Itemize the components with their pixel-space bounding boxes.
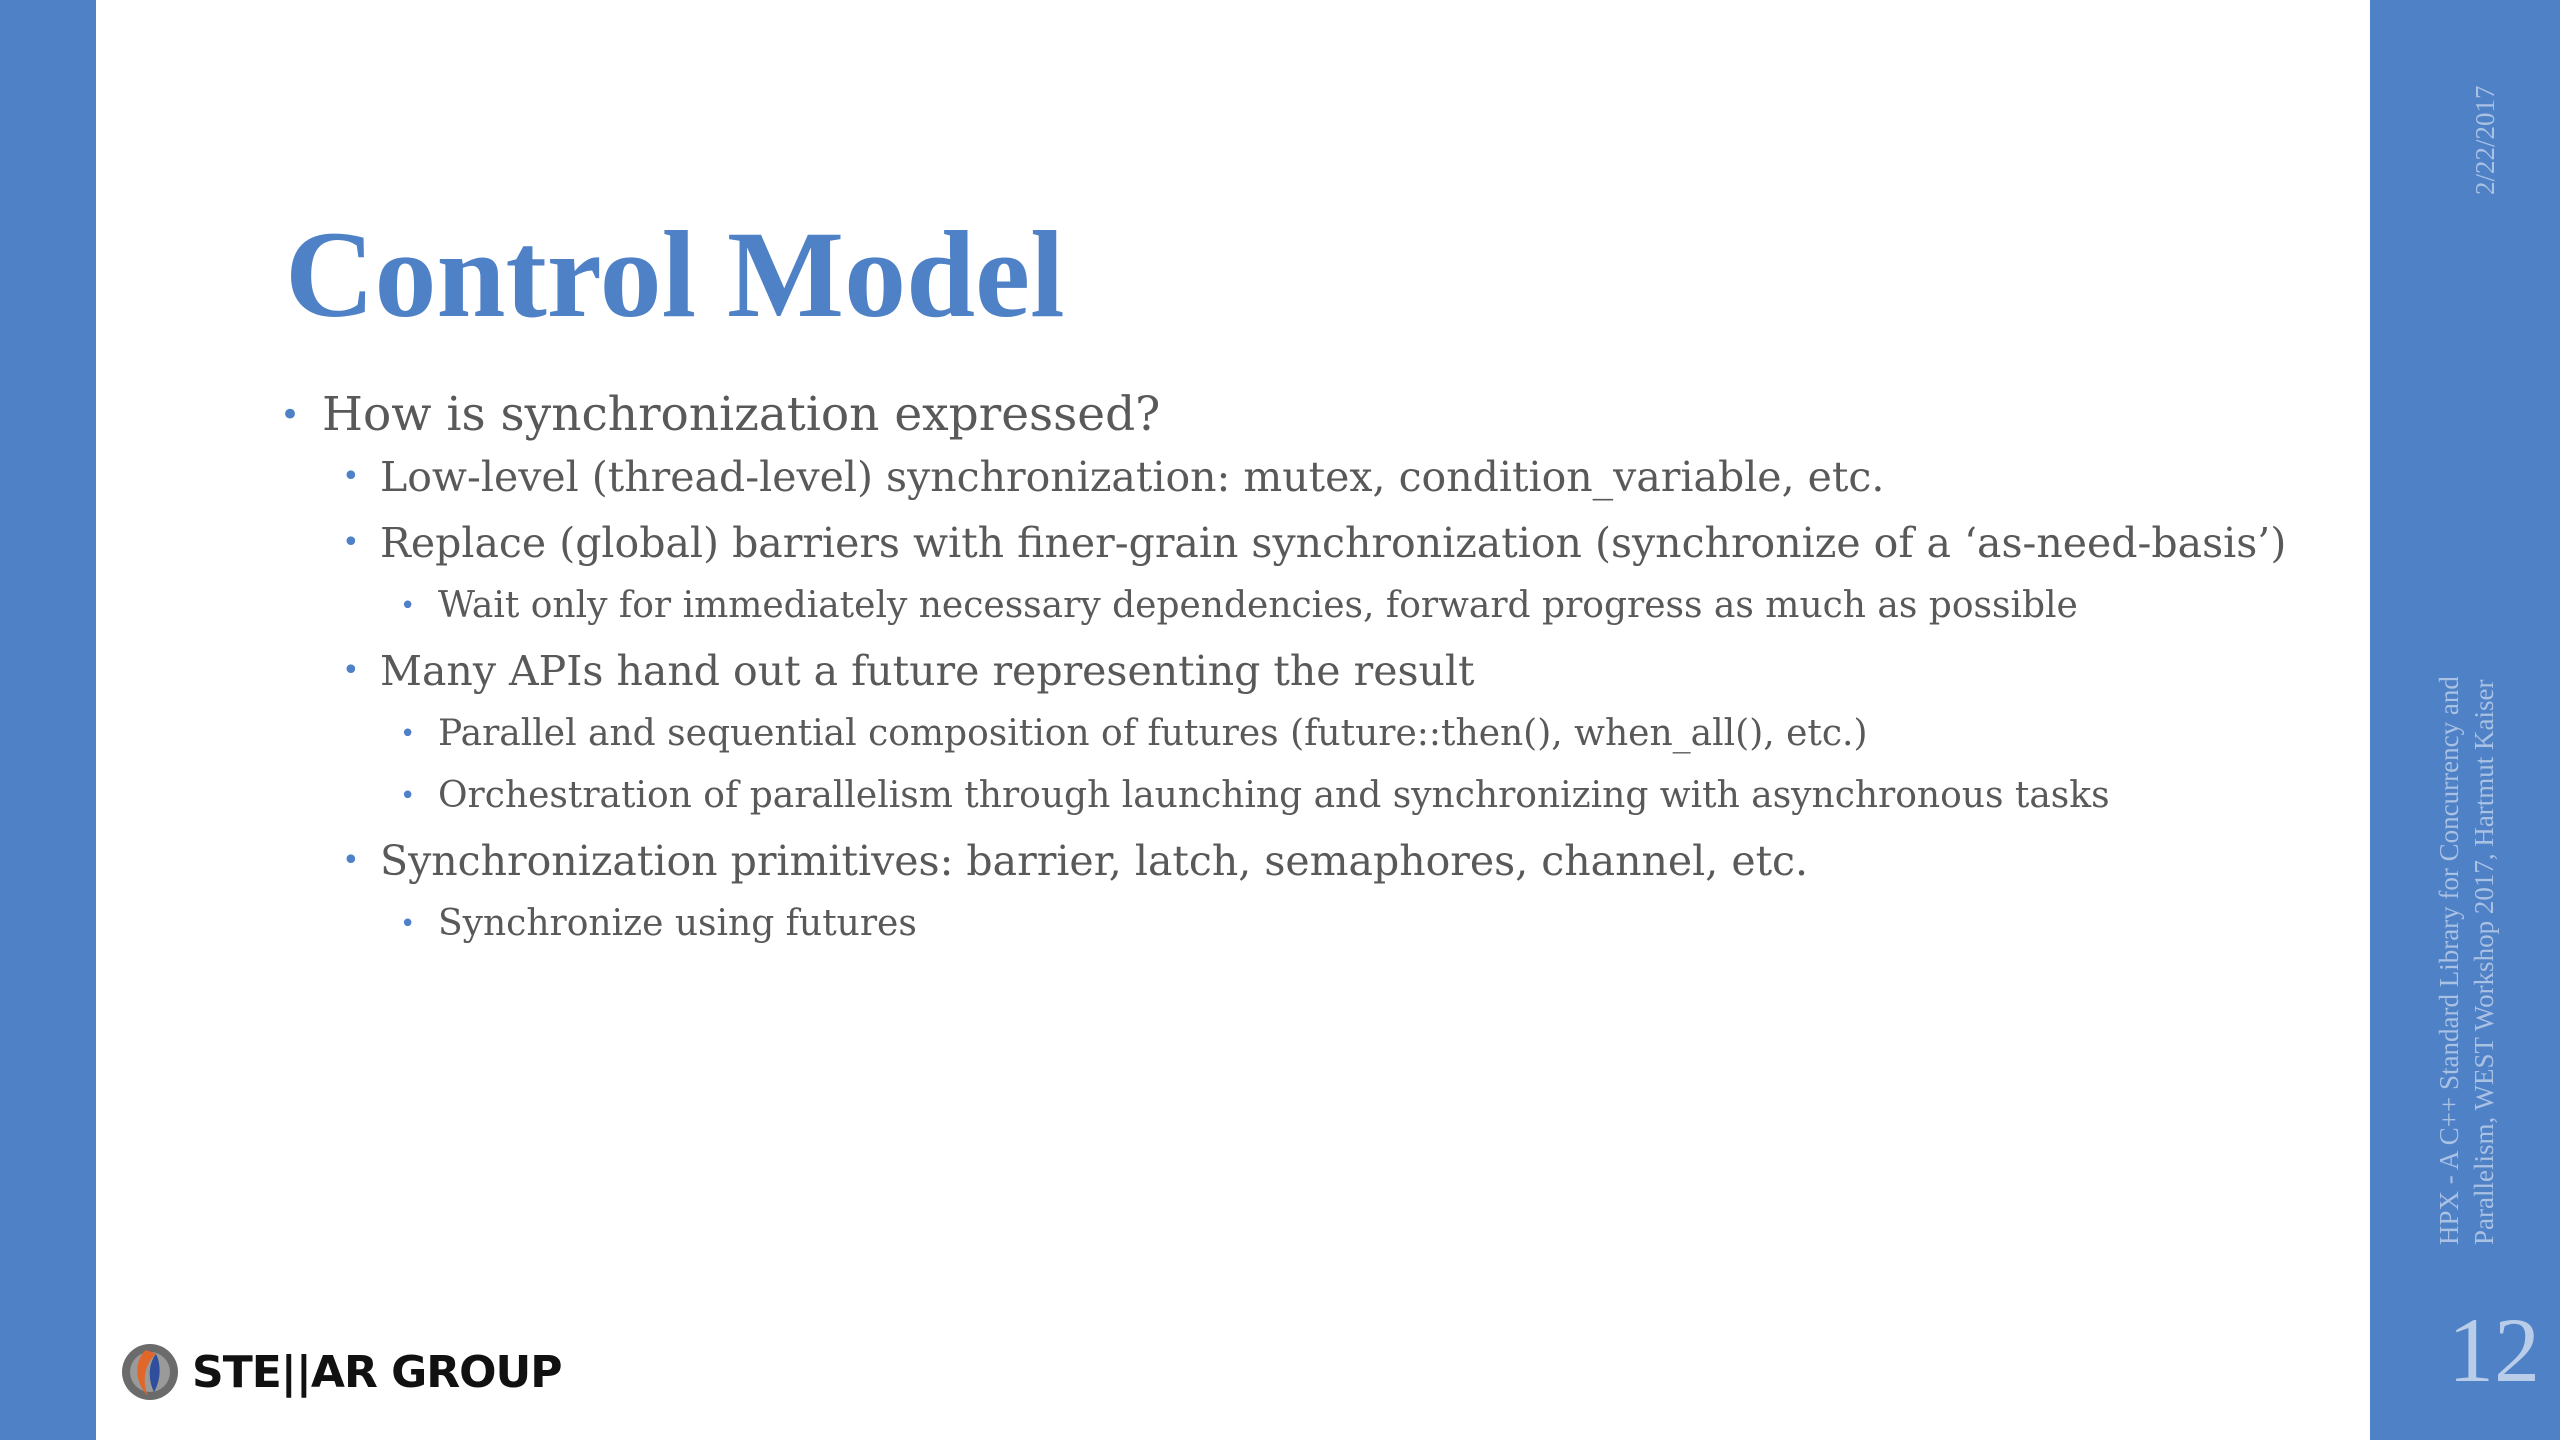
- bullet-text: Orchestration of parallelism through launching and synchronizing with asynchronous tasks: [438, 775, 2110, 816]
- bullet-dot: •: [400, 909, 416, 939]
- bullet-item: [280, 451, 2300, 503]
- bullet-dot: •: [342, 653, 360, 688]
- bullet-text: Wait only for immediately necessary dependencies, forward progress as much as possible: [438, 585, 2078, 626]
- bullet-item: [280, 583, 2300, 629]
- footer-line: Parallelism, WEST Workshop 2017, Hartmut Kaiser: [2469, 679, 2499, 1245]
- left-accent-bar: [0, 0, 96, 1440]
- bullet-text: Replace (global) barriers with finer-grain synchronization (synchronize of a ‘as-need-basis’): [380, 519, 2287, 567]
- slide-title: Control Model: [285, 206, 1065, 343]
- bullet-list: [280, 385, 2300, 963]
- bullet-dot: •: [342, 459, 360, 494]
- bullet-text: Low-level (thread-level) synchronization: mutex, condition_variable, etc.: [380, 453, 1885, 501]
- bullet-item: [280, 835, 2300, 887]
- bullet-text: Synchronize using futures: [438, 903, 917, 944]
- bullet-dot: •: [342, 525, 360, 560]
- bullet-item: [280, 645, 2300, 697]
- bullet-text: Parallel and sequential composition of futures (future::then(), when_all(), etc.): [438, 713, 1868, 754]
- bullet-dot: •: [280, 395, 301, 435]
- bullet-dot: •: [400, 781, 416, 811]
- bullet-dot: •: [342, 843, 360, 878]
- bullet-item: [280, 517, 2300, 569]
- stellar-group-logo: [120, 1340, 562, 1404]
- logo-text: STE||AR GROUP: [192, 1346, 562, 1398]
- bullet-item: [280, 773, 2300, 819]
- bullet-item: [280, 385, 2300, 445]
- slide-footer: [2432, 676, 2502, 1245]
- bullet-dot: •: [400, 591, 416, 621]
- slide-number: 12: [2448, 1299, 2540, 1401]
- bullet-text: Synchronization primitives: barrier, latch, semaphores, channel, etc.: [380, 837, 1809, 885]
- bullet-item: [280, 901, 2300, 947]
- bullet-text: Many APIs hand out a future representing the result: [380, 647, 1475, 695]
- footer-line: HPX - A C++ Standard Library for Concurrency and: [2434, 676, 2464, 1245]
- slide-date: 2/22/2017: [2470, 85, 2500, 195]
- bullet-dot: •: [400, 719, 416, 749]
- bullet-item: [280, 711, 2300, 757]
- bullet-text: How is synchronization expressed?: [322, 387, 1161, 442]
- stellar-logo-icon: [120, 1342, 180, 1402]
